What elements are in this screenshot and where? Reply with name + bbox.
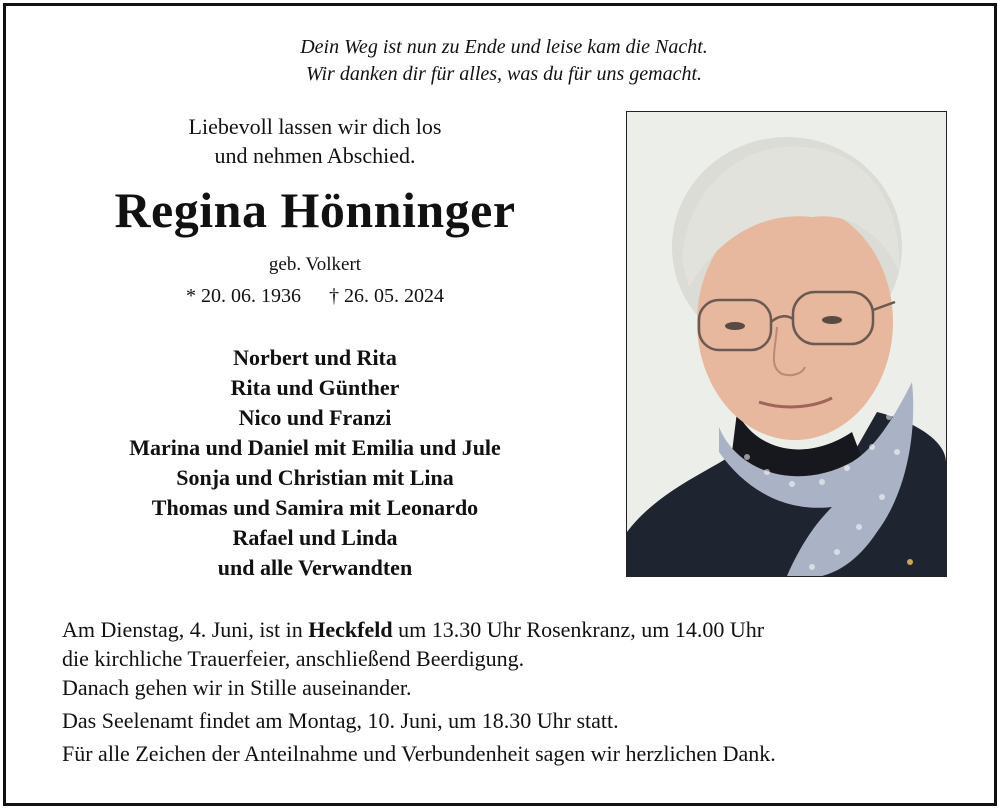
notice-text: Am Dienstag, 4. Juni, ist in	[62, 617, 309, 642]
intro-text	[60, 112, 570, 170]
portrait-photo	[626, 111, 947, 577]
notice-line-5: Für alle Zeichen der Anteilnahme und Verbundenheit sagen wir herzlichen Dank.	[62, 741, 776, 766]
portrait-illustration	[627, 112, 946, 576]
notice-line-3: Danach gehen wir in Stille auseinander.	[62, 675, 412, 700]
mourner-line: und alle Verwandten	[217, 555, 413, 580]
intro-line-2: und nehmen Abschied.	[214, 143, 416, 168]
mourner-line: Thomas und Samira mit Leonardo	[151, 495, 479, 520]
notice-text: um 13.30 Uhr Rosenkranz, um 14.00 Uhr	[392, 617, 765, 642]
mourner-line: Marina und Daniel mit Emilia und Jule	[129, 435, 501, 460]
motto-line-2: Wir danken dir für alles, was du für uns gemacht.	[305, 63, 703, 85]
funeral-notice	[62, 615, 962, 768]
motto-line-1: Dein Weg ist nun zu Ende und leise kam die Nacht.	[300, 36, 708, 58]
mourner-line: Rafael und Linda	[232, 525, 398, 550]
mourner-line: Nico und Franzi	[238, 405, 392, 430]
notice-line-4: Das Seelenamt findet am Montag, 10. Juni, um 18.30 Uhr statt.	[62, 708, 619, 733]
mourner-line: Norbert und Rita	[233, 345, 397, 370]
mourner-line: Rita und Günther	[230, 375, 400, 400]
mourners-list	[60, 343, 570, 583]
death-date: † 26. 05. 2024	[329, 285, 444, 307]
mourner-line: Sonja und Christian mit Lina	[176, 465, 454, 490]
life-dates	[60, 283, 570, 309]
funeral-place: Heckfeld	[308, 617, 393, 642]
intro-line-1: Liebevoll lassen wir dich los	[188, 114, 442, 139]
notice-line-1	[62, 615, 962, 644]
birth-name: geb. Volkert	[268, 254, 362, 275]
deceased-name: Regina Hönninger	[114, 182, 516, 238]
birth-date: * 20. 06. 1936	[186, 285, 301, 307]
notice-line-2: die kirchliche Trauerfeier, anschließend Beerdigung.	[62, 646, 525, 671]
motto-verse	[0, 34, 1000, 88]
